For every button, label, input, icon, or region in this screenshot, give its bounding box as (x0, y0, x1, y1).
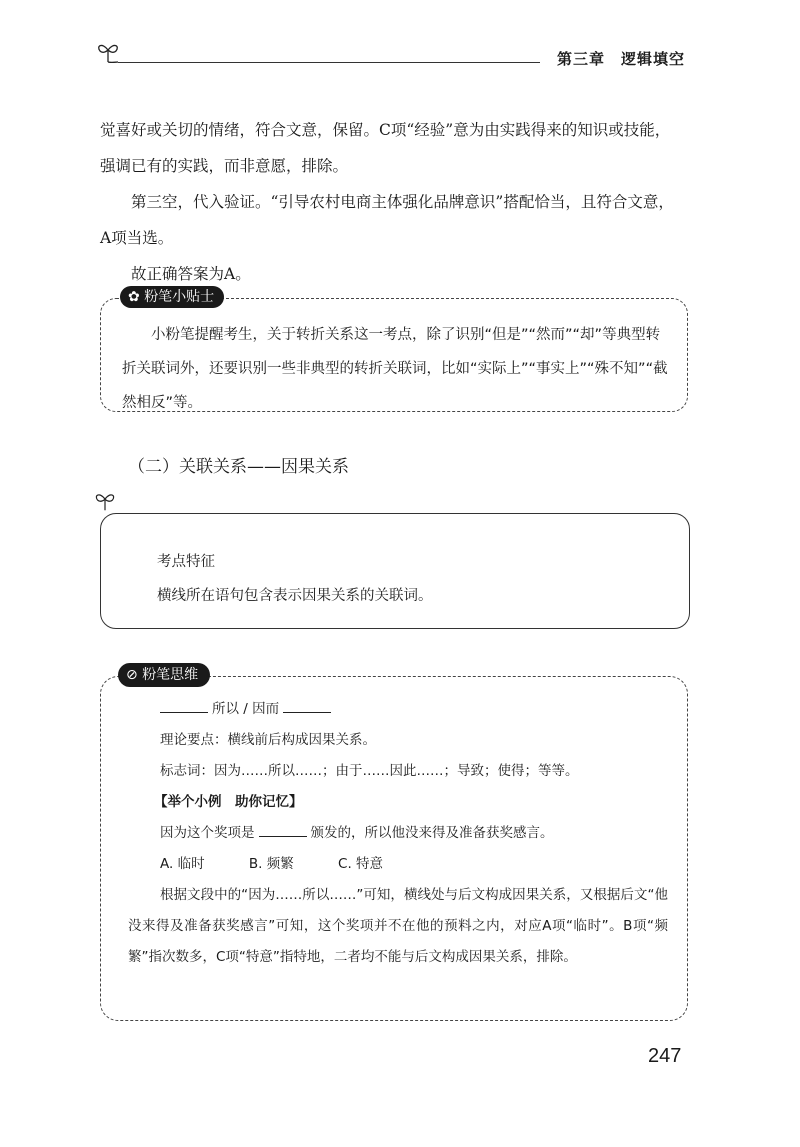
chapter-title: 逻辑填空 (621, 50, 686, 68)
blank (283, 700, 331, 713)
feature-content (157, 545, 433, 613)
paragraph: 强调已有的实践，而非意愿，排除。 (100, 157, 349, 175)
ban-icon: ⊘ (126, 667, 138, 683)
pattern-line: 所以 / 因而 (128, 694, 668, 725)
feature-heading: 考点特征 (157, 554, 215, 570)
option-a: A. 临时 (160, 856, 205, 872)
tip-label: ✿ 粉笔小贴士 (120, 286, 224, 308)
chapter-label: 第三章 (557, 50, 606, 68)
explanation: 根据文段中的“因为……所以……”可知，横线处与后文构成因果关系，又根据后文“他没来得及准备获奖感言”可知，这个奖项并不在他的预料之内，对应A项“临时”。B项“频繁”指次数多，C项“特意”指特地，二者均不能与后文构成因果关系，排除。 (128, 887, 668, 965)
paragraph: 第三空，代入验证。“引导农村电商主体强化品牌意识”搭配恰当，且符合文意， (131, 193, 674, 211)
markers-line: 标志词：因为……所以……；由于……因此……；导致；使得；等等。 (160, 763, 579, 779)
sprout-icon (92, 488, 118, 514)
paragraph: 故正确答案为A。 (131, 265, 251, 283)
example-heading: 【举个小例 助你记忆】 (154, 794, 303, 810)
section-title: （二）关联关系——因果关系 (128, 457, 349, 477)
think-label: ⊘ 粉笔思维 (118, 663, 210, 687)
option-b: B. 频繁 (248, 856, 294, 872)
header-rule (118, 62, 540, 63)
paragraph: 觉喜好或关切的情绪，符合文意，保留。C项“经验”意为由实践得来的知识或技能， (100, 121, 671, 139)
page-number: 247 (648, 1045, 682, 1067)
think-body (128, 694, 668, 973)
running-header (557, 48, 685, 69)
example-sentence: 因为这个奖项是 颁发的，所以他没来得及准备获奖感言。 (160, 825, 554, 841)
blank (160, 700, 208, 713)
options-line (128, 849, 668, 880)
paragraph: A项当选。 (100, 229, 174, 247)
blank (259, 824, 307, 837)
feature-text: 横线所在语句包含表示因果关系的关联词。 (157, 588, 433, 604)
tip-text: 小粉笔提醒考生，关于转折关系这一考点，除了识别“但是”“然而”“却”等典型转折关联词外，还要识别一些非典型的转折关联词，比如“实际上”“事实上”“殊不知”“截然相反”等。 (122, 327, 668, 411)
option-c: C. 特意 (338, 856, 384, 872)
sprout-icon: ✿ (128, 289, 140, 305)
theory-line: 理论要点：横线前后构成因果关系。 (160, 732, 376, 748)
